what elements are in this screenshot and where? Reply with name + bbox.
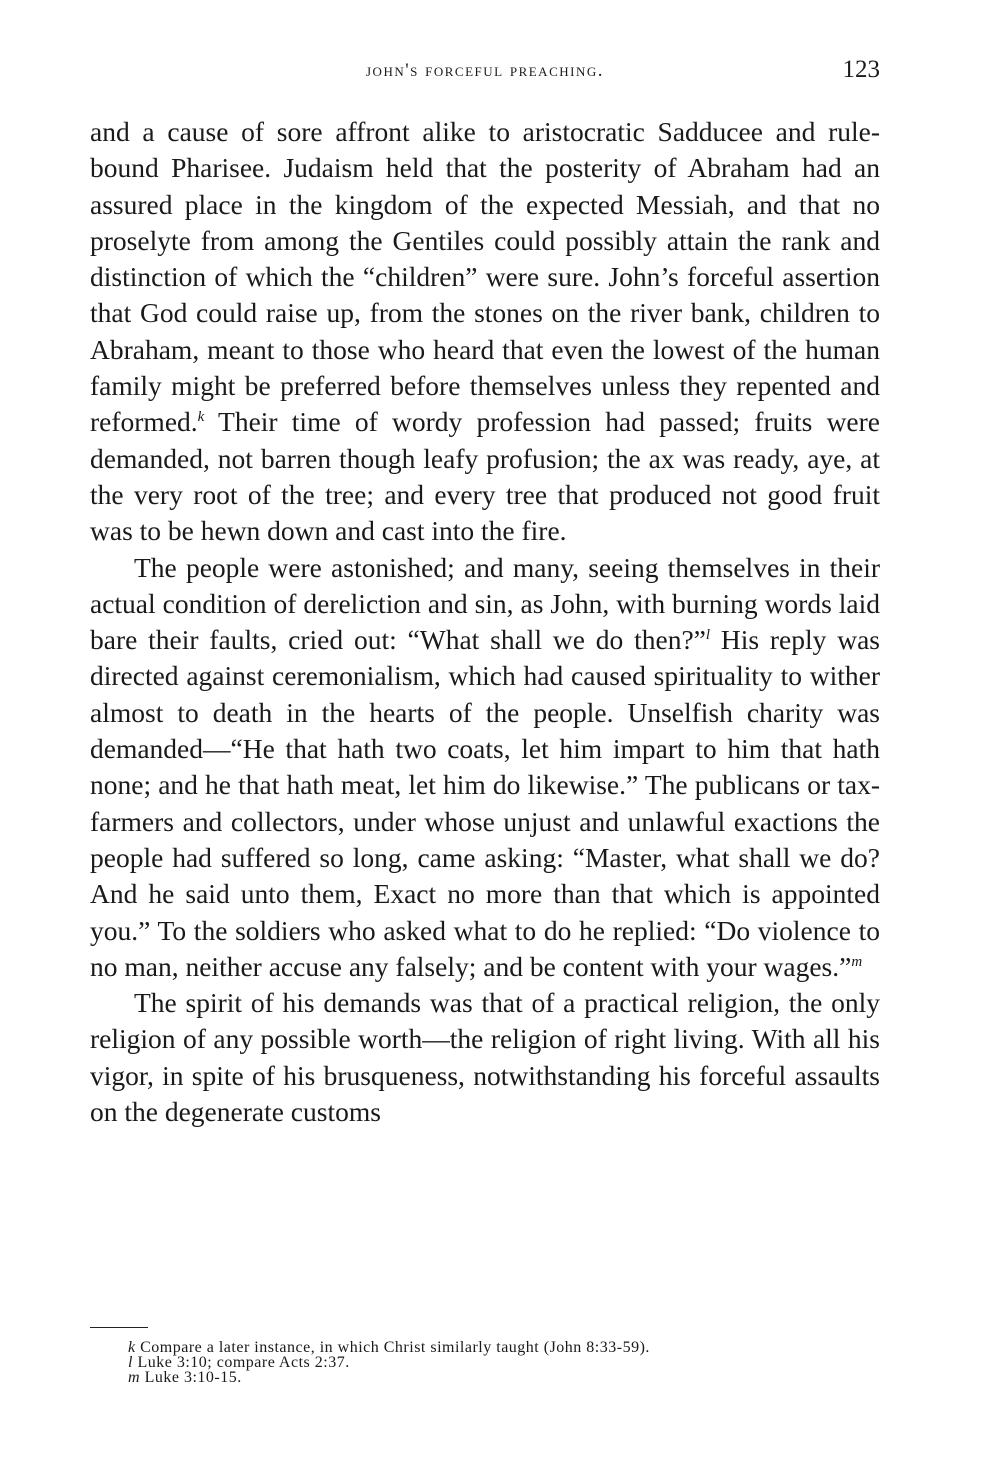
paragraph-text: His reply was directed against ceremonialism, which had caused spirituality to wither almost to death in the hearts of the people. Unselfish charity was demanded—“He that hath two coats, let him impart to him that hath none; and he that hath meat, let him do likewise.” The publicans or tax-farmers and collectors, under whose unjust and unlawful exactions the people had suffered so long, came asking: “Master, what shall we do? And he said unto them, Exact no more than that which is appointed you.” To the soldiers who asked what to do he replied: “Do violence to no man, neither accuse any falsely; and be content with your wages.” — [90, 624, 880, 982]
footnote-k — [90, 1340, 880, 1355]
footnote-ref-m: m — [851, 953, 863, 970]
paragraph-text: The people were astonished; and many, seeing themselves in their actual condition of dereliction and sin, as John, with burning words laid bare their faults, cried out: “What shall we do then?” — [90, 551, 880, 656]
footnote-text: Luke 3:10; compare Acts 2:37. — [137, 1354, 350, 1371]
running-title: john's forceful preaching. — [366, 60, 604, 81]
footnote-m — [90, 1370, 880, 1385]
footnote-l — [90, 1355, 880, 1370]
paragraph-text: and a cause of sore affront alike to aristocratic Sadducee and rule-bound Pharisee. Judaism held that the posterity of Abraham had an assured place in the kingdom of the expected Messiah, and that no proselyte from among the Gentiles could possibly attain the rank and distinction of which the “children” were sure. John’s forceful assertion that God could raise up, from the stones on the river bank, children to Abraham, meant to those who heard that even the lowest of the human family might be preferred before themselves unless they repented and reformed. — [90, 116, 880, 438]
footnote-text: Luke 3:10-15. — [144, 1369, 242, 1386]
footnotes — [90, 1340, 880, 1385]
paragraph-text: Their time of wordy profession had passed; fruits were demanded, not barren though leafy profusion; the ax was ready, aye, at the very root of the tree; and every tree that produced not good fruit was to be hewn down and cast into the fire. — [90, 406, 880, 547]
footnote-mark: l — [128, 1354, 133, 1371]
paragraph — [90, 114, 880, 550]
footnote-mark: m — [128, 1369, 141, 1386]
paragraph — [90, 550, 880, 986]
footnote-rule — [90, 1327, 148, 1328]
footnote-mark: k — [128, 1339, 136, 1356]
page-number: 123 — [842, 56, 880, 83]
paragraph-text: The spirit of his demands was that of a practical religion, the only religion of any possible worth—the religion of right living. With all his vigor, in spite of his brusqueness, notwithstanding his forceful assaults on the degenerate customs — [90, 987, 880, 1128]
footnote-ref-k: k — [197, 409, 205, 426]
paragraph — [90, 985, 880, 1130]
footnote-ref-l: l — [705, 627, 711, 644]
footnote-text: Compare a later instance, in which Christ similarly taught (John 8:33-59). — [140, 1339, 650, 1356]
body-text — [90, 114, 880, 1130]
running-head — [90, 56, 880, 88]
